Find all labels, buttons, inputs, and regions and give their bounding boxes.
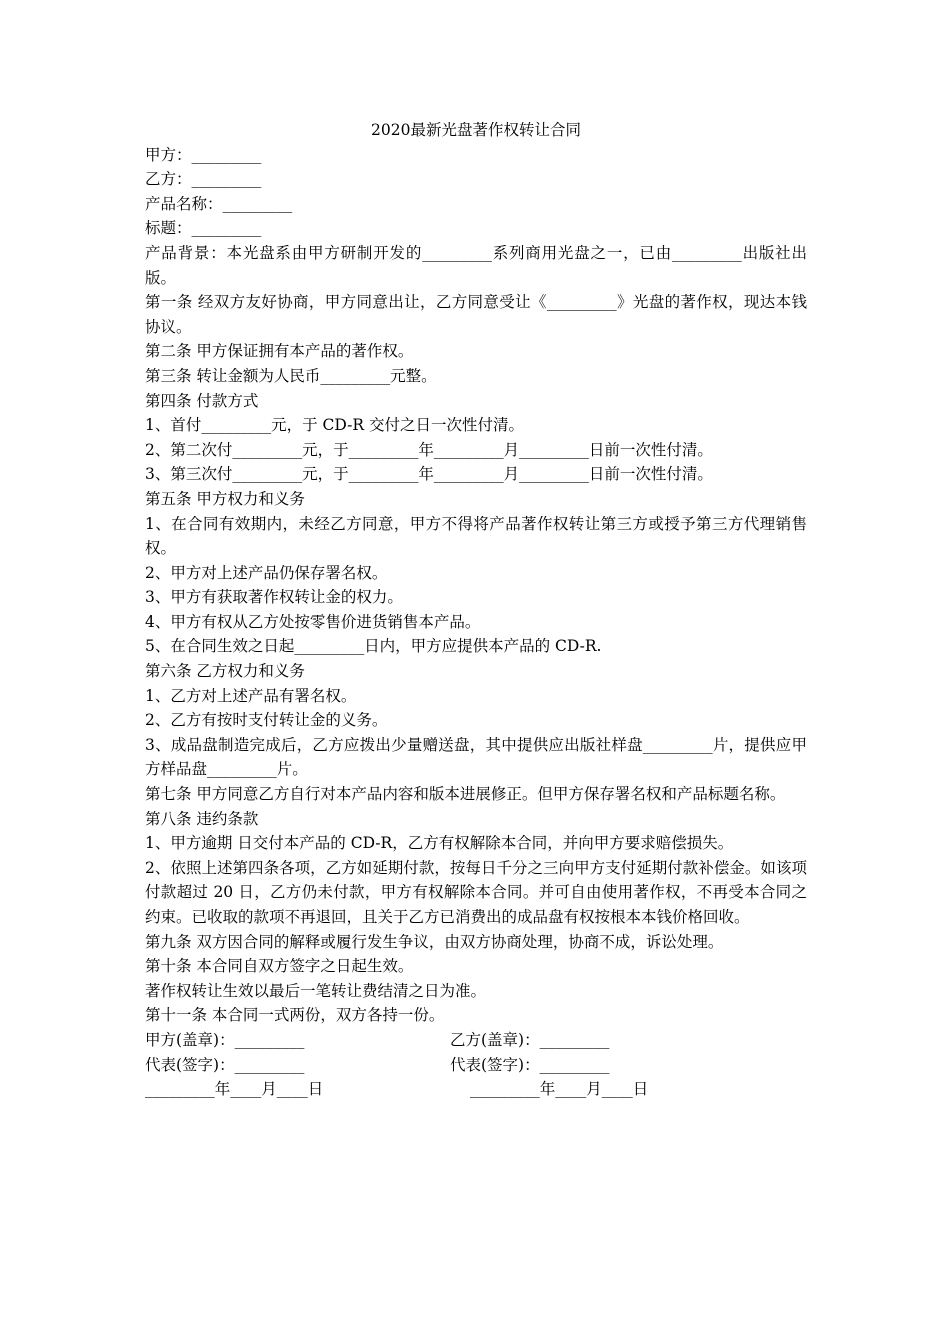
article-4-item-2: 2、第二次付_________元，于_________年_________月_________日前一次性付清。 [145,440,713,459]
article-5-item-3: 3、甲方有获取著作权转让金的权力。 [145,588,403,607]
party-b-line: 乙方：_________ [145,170,262,189]
article-5-item-2: 2、甲方对上述产品仍保存署名权。 [145,563,388,582]
party-b-representative: 代表(签字)：_________ [450,1055,610,1074]
product-name-line: 产品名称：_________ [145,194,293,213]
article-7: 第七条 甲方同意乙方自行对本产品内容和版本进展修正。但甲方保存署名权和产品标题名称。 [145,785,786,804]
party-a-date: _________年____月____日 [145,1080,324,1099]
article-5-item-4: 4、甲方有权从乙方处按零售价进货销售本产品。 [145,612,481,631]
article-6-heading: 第六条 乙方权力和义务 [145,662,305,681]
contract-document [145,118,807,1102]
article-6-item-2: 2、乙方有按时支付转让金的义务。 [145,711,388,730]
product-background: 产品背景：本光盘系由甲方研制开发的_________系列商用光盘之一，已由_________出版社出版。 [145,243,807,287]
party-a-seal: 甲方(盖章)：_________ [145,1030,305,1049]
article-2: 第二条 甲方保证拥有本产品的著作权。 [145,342,414,361]
product-title-line: 标题：_________ [145,219,262,238]
representative-row [145,1053,807,1078]
article-4-item-3: 3、第三次付_________元，于_________年_________月_________日前一次性付清。 [145,465,713,484]
transfer-effective-note: 著作权转让生效以最后一笔转让费结清之日为准。 [145,981,487,1000]
article-9: 第九条 双方因合同的解释或履行发生争议，由双方协商处理，协商不成，诉讼处理。 [145,932,724,951]
contract-body [145,143,807,1028]
article-8-item-1: 1、甲方逾期 日交付本产品的 CD-R，乙方有权解除本合同，并向甲方要求赔偿损失。 [145,834,734,853]
article-6-item-1: 1、乙方对上述产品有署名权。 [145,686,357,705]
article-5-item-1: 1、在合同有效期内，未经乙方同意，甲方不得将产品著作权转让第三方或授予第三方代理销售权。 [145,514,807,558]
article-4-heading: 第四条 付款方式 [145,391,259,410]
party-a-representative: 代表(签字)：_________ [145,1055,305,1074]
date-row [145,1077,807,1102]
seal-row [145,1028,807,1053]
article-1: 第一条 经双方友好协商，甲方同意出让，乙方同意受让《_________》光盘的著作权，现达本钱协议。 [145,293,807,336]
document-title: 2020最新光盘著作权转让合同 [371,121,581,139]
party-b-seal: 乙方(盖章)：_________ [450,1030,610,1049]
signature-block [145,1028,807,1102]
article-4-item-1: 1、首付_________元，于 CD-R 交付之日一次性付清。 [145,416,524,435]
article-8-heading: 第八条 违约条款 [145,809,259,828]
article-10: 第十条 本合同自双方签字之日起生效。 [145,957,414,976]
article-8-item-2: 2、依照上述第四条各项，乙方如延期付款，按每日千分之三向甲方支付延期付款补偿金。如该项付款超过 20 日，乙方仍未付款，甲方有权解除本合同。并可自由使用著作权，不再受本合同之约束。已收取的款项不再退回，且关于乙方已消费出的成品盘有权按根本本钱价格回收。 [145,858,807,926]
party-b-date: _________年____月____日 [470,1080,649,1099]
party-a-line: 甲方：_________ [145,145,262,164]
article-11: 第十一条 本合同一式两份，双方各持一份。 [145,1006,445,1025]
article-3: 第三条 转让金额为人民币_________元整。 [145,366,437,385]
article-6-item-3: 3、成品盘制造完成后，乙方应拨出少量赠送盘，其中提供应出版社样盘_________片，提供应甲方样品盘_________片。 [145,735,807,779]
article-5-item-5: 5、在合同生效之日起_________日内，甲方应提供本产品的 CD-R. [145,637,602,656]
article-5-heading: 第五条 甲方权力和义务 [145,489,305,508]
